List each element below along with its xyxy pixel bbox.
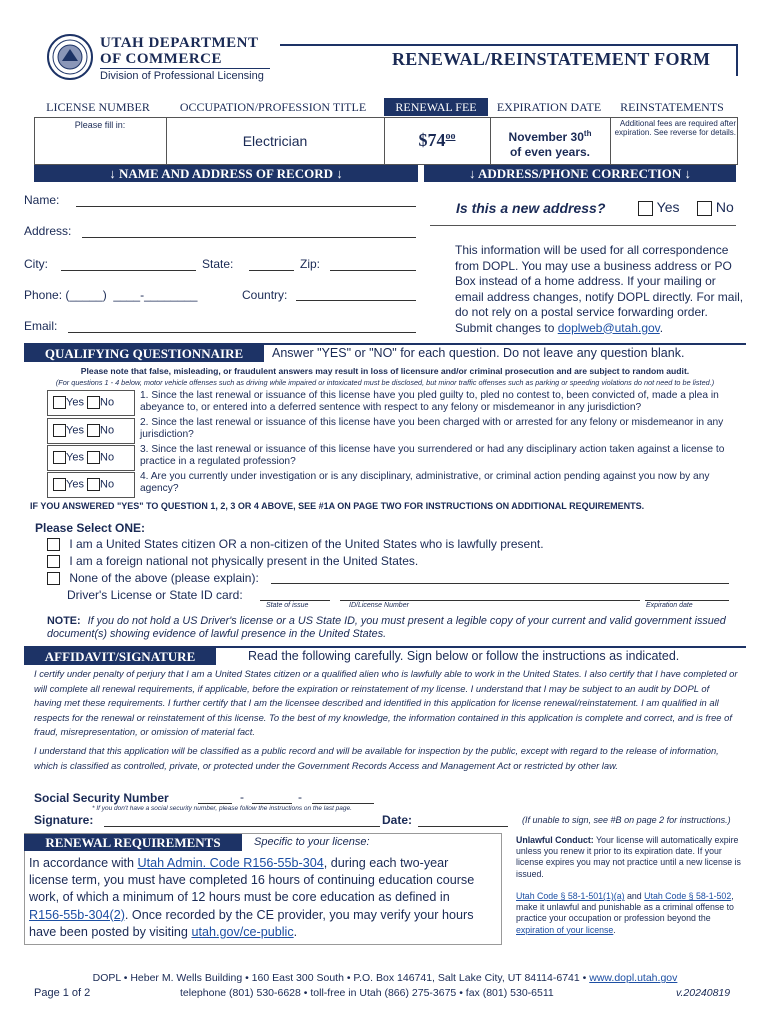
dopl-email-link[interactable]: doplweb@utah.gov — [557, 320, 660, 335]
explain-input[interactable] — [271, 583, 729, 584]
q2-no-label: No — [100, 424, 115, 437]
ssn-label: Social Security Number — [34, 791, 169, 805]
utah-code-501-link[interactable]: Utah Code § 58-1-501(1)(a) — [516, 891, 625, 901]
q1-yes-checkbox[interactable] — [53, 396, 66, 409]
ce-public-link[interactable]: utah.gov/ce-public — [191, 924, 294, 939]
fee-value — [384, 130, 490, 151]
affidavit-paragraph-1: I certify under penalty of perjury that I am a United States citizen or a qualified alien who is lawfully able to work in the United States. I also certify that I have completed or will complete all renewal requirements, if applicable, before the expiration or reinstatement of my license. I understand that I may be subject to an audit by DOPL of having met these requirements. I further certify that I am the licensee described and identified in this application for license renewal/reinstatement. I am qualified in all respects for the renewal or reinstatement of this license. To the best of my knowledge, the information contained in this application is complete and correct, and is free of fraud, misrepresentation, or omission of material fact. — [34, 668, 738, 737]
dl-label: Driver's License or State ID card: — [67, 588, 243, 602]
yes-checkbox[interactable] — [638, 201, 653, 216]
req-text-c: . Once recorded by the CE provider, you may verify your hours have been posted by visiting — [29, 907, 474, 939]
requirements-text — [29, 855, 481, 941]
date-label: Date: — [382, 813, 413, 827]
r156-link[interactable]: R156-55b-304(2) — [29, 907, 125, 922]
expiration-value — [490, 126, 610, 160]
info-end: . — [659, 320, 664, 335]
utah-seal-logo — [47, 34, 93, 80]
none-option[interactable] — [47, 571, 259, 585]
no-label: No — [715, 199, 734, 215]
fee-cents: oo — [445, 131, 456, 142]
ssn-dash-2: - — [298, 790, 302, 804]
dopl-website-link[interactable]: www.dopl.utah.gov — [589, 972, 678, 984]
none-option-label: None of the above (please explain): — [69, 571, 259, 585]
utah-code-502-link[interactable]: Utah Code § 58-1-502 — [644, 891, 732, 901]
info-text: This information will be used for all correspondence from DOPL. You may use a business address or PO Box instead of a home address. If your mailing or email address changes, notify DOPL directly. For mail, do not rely on a postal service forwarding order. Submit changes to — [455, 243, 744, 335]
question-2: 2. Since the last renewal or issuance of this license have you been charged with or arrested for any felony or misdemeanor in any jurisdiction? — [140, 417, 724, 440]
address-label: Address: — [24, 224, 72, 238]
page-number: Page 1 of 2 — [34, 987, 91, 999]
unlawful-conduct — [516, 835, 744, 880]
phone-label: Phone: (_____) ____-________ — [24, 288, 198, 302]
admin-code-link[interactable]: Utah Admin. Code R156-55b-304 — [137, 856, 324, 870]
req-text-d: . — [293, 924, 298, 939]
col-license-number: LICENSE NUMBER — [46, 100, 150, 114]
citizen-option[interactable] — [47, 537, 544, 551]
question-1: 1. Since the last renewal or issuance of this license have you pled guilty to, pled no contest to, been convicted of, made a plea in abeyance to, or entered into a deferred sentence with respect to any felony or misdemeanor in any jurisdiction? — [140, 390, 719, 413]
questionnaire-bar: QUALIFYING QUESTIONNAIRE — [24, 345, 264, 362]
if-yes-instruction: IF YOU ANSWERED "YES" TO QUESTION 1, 2, 3 OR 4 ABOVE, SEE #1A ON PAGE TWO FOR INSTRUCTIONS ON ADDITIONAL REQUIREMENTS. — [30, 501, 645, 511]
q1-no-checkbox[interactable] — [87, 396, 100, 409]
unlawful-text: Your license will automatically expire unless you renew it prior to its expiration date. If your license expires you may not practice until a new license is issued. — [516, 835, 741, 879]
email-label: Email: — [24, 319, 58, 333]
q2-yes-label: Yes — [66, 424, 84, 437]
name-input[interactable] — [76, 206, 416, 207]
ssn-part-2[interactable] — [252, 803, 292, 804]
none-checkbox[interactable] — [47, 572, 60, 585]
country-input[interactable] — [296, 300, 416, 301]
yes-label: Yes — [656, 199, 680, 215]
col-reinstatements: REINSTATEMENTS — [620, 100, 724, 114]
select-one-title: Please Select ONE: — [35, 521, 146, 535]
q2-yes-checkbox[interactable] — [53, 424, 66, 437]
fee-dollars: $74 — [418, 130, 446, 150]
new-address-question: Is this a new address? — [456, 200, 606, 216]
affidavit-instruction: Read the following carefully. Sign below or follow the instructions as indicated. — [248, 649, 680, 663]
q4-yes-label: Yes — [66, 478, 84, 491]
new-address-yes[interactable] — [638, 199, 679, 216]
question-4: 4. Are you currently under investigation or is any disciplinary, administrative, or criminal action pending against you now by any agency? — [140, 471, 710, 494]
col-renewal-fee: RENEWAL FEE — [384, 98, 488, 116]
dept-name-line2: OF COMMERCE — [100, 51, 223, 67]
requirements-bar: RENEWAL REQUIREMENTS — [24, 834, 242, 851]
footer-phone: telephone (801) 530-6628 • toll-free in Utah (866) 275-3675 • fax (801) 530-6511 — [180, 987, 554, 999]
address-input[interactable] — [82, 237, 416, 238]
q2-answer — [53, 424, 114, 437]
header-divider — [100, 68, 270, 69]
unlawful-title: Unlawful Conduct: — [516, 835, 594, 845]
zip-label: Zip: — [300, 257, 321, 271]
name-address-bar: ↓ NAME AND ADDRESS OF RECORD ↓ — [34, 165, 418, 182]
q1-yes-label: Yes — [66, 396, 84, 409]
city-label: City: — [24, 257, 48, 271]
citizen-option-label: I am a United States citizen OR a non-citizen of the United States who is lawfully present. — [69, 537, 544, 551]
citizen-checkbox[interactable] — [47, 538, 60, 551]
code-end: . — [613, 924, 616, 935]
questionnaire-instruction: Answer "YES" or "NO" for each question. Do not leave any question blank. — [272, 346, 685, 360]
dl-expiration-input[interactable] — [645, 600, 729, 601]
footer-address — [24, 972, 746, 984]
no-checkbox[interactable] — [697, 201, 712, 216]
affidavit-bar: AFFIDAVIT/SIGNATURE — [24, 648, 216, 665]
unlawful-code-text — [516, 891, 744, 936]
dl-expiration-caption: Expiration date — [646, 602, 693, 609]
expiration-date: November 30 — [508, 130, 584, 144]
form-title: RENEWAL/REINSTATEMENT FORM — [392, 49, 711, 69]
correspondence-info — [455, 243, 745, 336]
new-address-divider — [430, 225, 736, 226]
q3-yes-label: Yes — [66, 451, 84, 464]
new-address-no[interactable] — [697, 199, 734, 216]
dl-number-caption: ID/License Number — [349, 602, 409, 609]
ssn-dash-1: - — [240, 790, 244, 804]
table-vline-4 — [610, 117, 611, 165]
col-expiration: EXPIRATION DATE — [496, 100, 602, 114]
division-name: Division of Professional Licensing — [100, 70, 264, 82]
requirements-specific: Specific to your license: — [254, 836, 370, 848]
q4-answer — [53, 478, 114, 491]
expiration-sup: th — [583, 129, 592, 138]
foreign-national-option[interactable] — [47, 554, 418, 568]
reinstatement-note: Additional fees are required after expiration. See reverse for details. — [614, 119, 736, 137]
code-text: , make it unlawful and punishable as a criminal offense to practice your occupation or profession beyond the — [516, 891, 734, 924]
zip-input[interactable] — [330, 270, 416, 271]
expiration-cycle: of even years. — [509, 145, 591, 159]
q3-yes-checkbox[interactable] — [53, 451, 66, 464]
footer-line-1: DOPL • Heber M. Wells Building • 160 East 300 South • P.O. Box 146741, Salt Lake City, UT 84114-6741 • — [92, 972, 587, 984]
ssn-note: * If you don't have a social security number, please follow the instructions on the last page. — [92, 805, 352, 812]
state-input[interactable] — [249, 270, 294, 271]
dl-state-caption: State of issue — [266, 602, 309, 609]
expiration-link[interactable]: expiration of your license — [516, 924, 614, 935]
dl-state-input[interactable] — [260, 600, 330, 601]
date-input[interactable] — [418, 826, 508, 827]
q4-no-label: No — [100, 478, 115, 491]
unable-to-sign-note: (If unable to sign, see #B on page 2 for instructions.) — [522, 815, 731, 825]
foreign-national-checkbox[interactable] — [47, 555, 60, 568]
q3-answer — [53, 451, 114, 464]
dl-number-input[interactable] — [340, 600, 640, 601]
please-fill-label: Please fill in: — [74, 120, 126, 130]
country-label: Country: — [242, 288, 288, 302]
note-label: NOTE: — [47, 615, 81, 627]
ssn-part-1[interactable] — [198, 803, 232, 804]
req-text-b: , during each two-year license term, you must have completed 16 hours of continuing education course work, of which a minimum of 12 hours must be core education as defined in — [29, 856, 475, 905]
q1-answer — [53, 396, 114, 409]
signature-label: Signature: — [34, 813, 94, 827]
occupation-value: Electrician — [242, 133, 308, 149]
q4-no-checkbox[interactable] — [87, 478, 100, 491]
version: v.20240819 — [676, 987, 731, 999]
questionnaire-note: (For questions 1 - 4 below, motor vehicle offenses such as driving while impaired or intoxicated must be disclosed, but minor traffic offenses such as parking or speeding violations do not need to be listed.) — [55, 378, 715, 387]
affidavit-paragraph-2: I understand that this application will be classified as a public record and will be available for inspection by the public, except with regard to the release of information, which is classified as controlled, private, or protected under the Government Records Access and Management Act or restricted by other law. — [34, 745, 719, 771]
q4-yes-checkbox[interactable] — [53, 478, 66, 491]
ssn-part-3[interactable] — [312, 803, 374, 804]
q3-no-label: No — [100, 451, 115, 464]
col-occupation: OCCUPATION/PROFESSION TITLE — [179, 100, 367, 114]
questionnaire-warning: Please note that false, misleading, or fraudulent answers may result in loss of licensure and/or criminal prosecution and are subject to random audit. — [80, 366, 690, 376]
lawful-presence-note — [47, 615, 737, 641]
note-text: If you do not hold a US Driver's license or a US State ID, you must present a legible copy of your current and valid government issued document(s) showing evidence of lawful presence in the United States. — [47, 615, 726, 640]
q2-no-checkbox[interactable] — [87, 424, 100, 437]
signature-input[interactable] — [104, 826, 380, 827]
question-3: 3. Since the last renewal or issuance of this license have you surrendered or had any disciplinary action taken against a license to practice in a regulated profession? — [140, 444, 725, 467]
q3-no-checkbox[interactable] — [87, 451, 100, 464]
city-input[interactable] — [61, 270, 196, 271]
license-number-field[interactable] — [35, 118, 165, 163]
code-and: and — [627, 891, 642, 901]
q1-no-label: No — [100, 396, 115, 409]
foreign-national-label: I am a foreign national not physically present in the United States. — [69, 554, 419, 568]
state-label: State: — [202, 257, 234, 271]
dept-name-line1: UTAH DEPARTMENT — [100, 35, 259, 51]
address-correction-bar: ↓ ADDRESS/PHONE CORRECTION ↓ — [424, 165, 736, 182]
name-label: Name: — [24, 193, 60, 207]
req-text-a: In accordance with — [29, 856, 135, 870]
email-input[interactable] — [68, 332, 416, 333]
